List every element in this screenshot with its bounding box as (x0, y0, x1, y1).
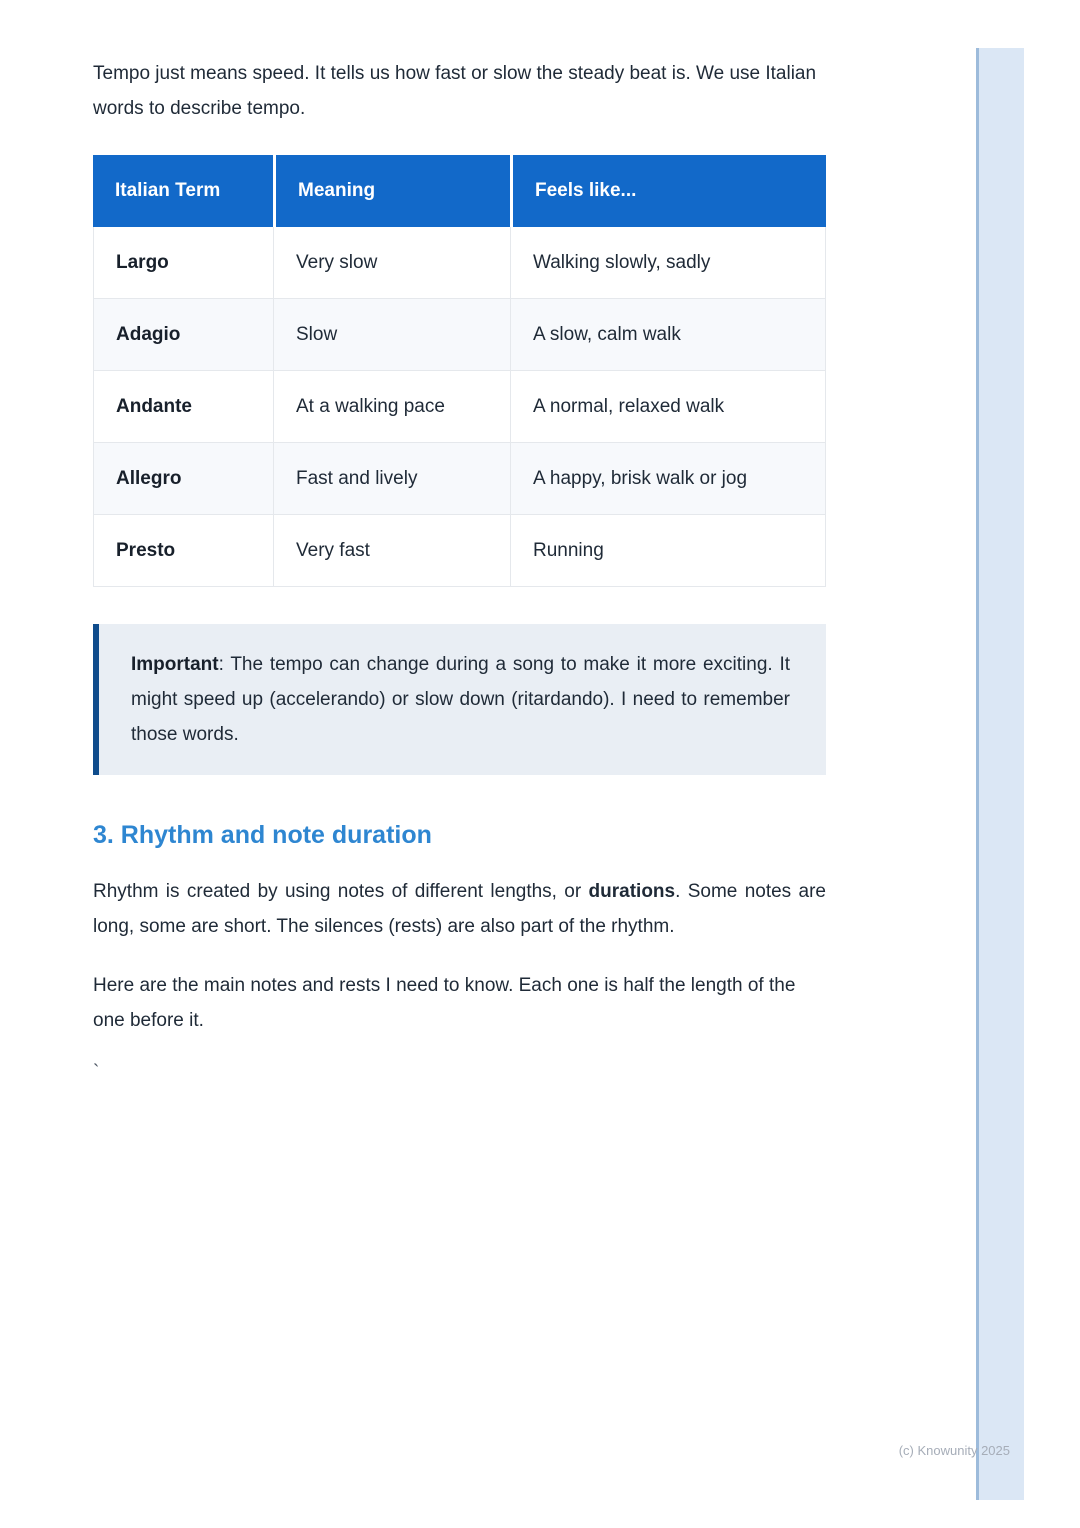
table-header-italian-term: Italian Term (93, 155, 273, 227)
table-cell-feels: Walking slowly, sadly (510, 227, 826, 299)
callout-text: Important: The tempo can change during a song to make it more exciting. It might speed up (accelerando) or slow down (ritardando). I need to remember those words. (131, 654, 790, 745)
tempo-table-body (93, 227, 826, 587)
table-row (93, 371, 826, 443)
tempo-table-header-row (93, 155, 826, 227)
tempo-table (93, 155, 826, 587)
callout-label: Important (131, 654, 219, 675)
rhythm-paragraph-1: Rhythm is created by using notes of different lengths, or durations. Some notes are long, some are short. The silences (rests) are also part of the rhythm. (93, 881, 826, 937)
table-cell-term: Largo (93, 227, 273, 299)
table-row (93, 299, 826, 371)
rhythm-paragraph-2: Here are the main notes and rests I need to know. Each one is half the length of the one before it. (93, 975, 796, 1031)
table-cell-meaning: Slow (273, 299, 510, 371)
table-cell-meaning: At a walking pace (273, 371, 510, 443)
intro-paragraph: Tempo just means speed. It tells us how fast or slow the steady beat is. We use Italian words to describe tempo. (93, 63, 817, 119)
document-content (93, 0, 826, 1084)
table-row (93, 515, 826, 587)
table-cell-term: Presto (93, 515, 273, 587)
table-cell-feels: A normal, relaxed walk (510, 371, 826, 443)
section-heading-rhythm: 3. Rhythm and note duration (93, 821, 432, 849)
table-row (93, 227, 826, 299)
important-callout (93, 624, 826, 775)
table-cell-feels: A happy, brisk walk or jog (510, 443, 826, 515)
copyright-footer: (c) Knowunity 2025 (898, 1443, 1010, 1458)
durations-bold: durations (588, 881, 676, 902)
table-header-meaning: Meaning (273, 155, 510, 227)
table-cell-term: Adagio (93, 299, 273, 371)
page-edge-strip (976, 48, 1024, 1500)
table-header-feels-like: Feels like... (510, 155, 826, 227)
table-cell-term: Allegro (93, 443, 273, 515)
table-row (93, 443, 826, 515)
table-cell-term: Andante (93, 371, 273, 443)
table-cell-meaning: Fast and lively (273, 443, 510, 515)
table-cell-meaning: Very fast (273, 515, 510, 587)
table-cell-feels: A slow, calm walk (510, 299, 826, 371)
stray-backtick: ` (93, 1062, 100, 1083)
table-cell-meaning: Very slow (273, 227, 510, 299)
table-cell-feels: Running (510, 515, 826, 587)
